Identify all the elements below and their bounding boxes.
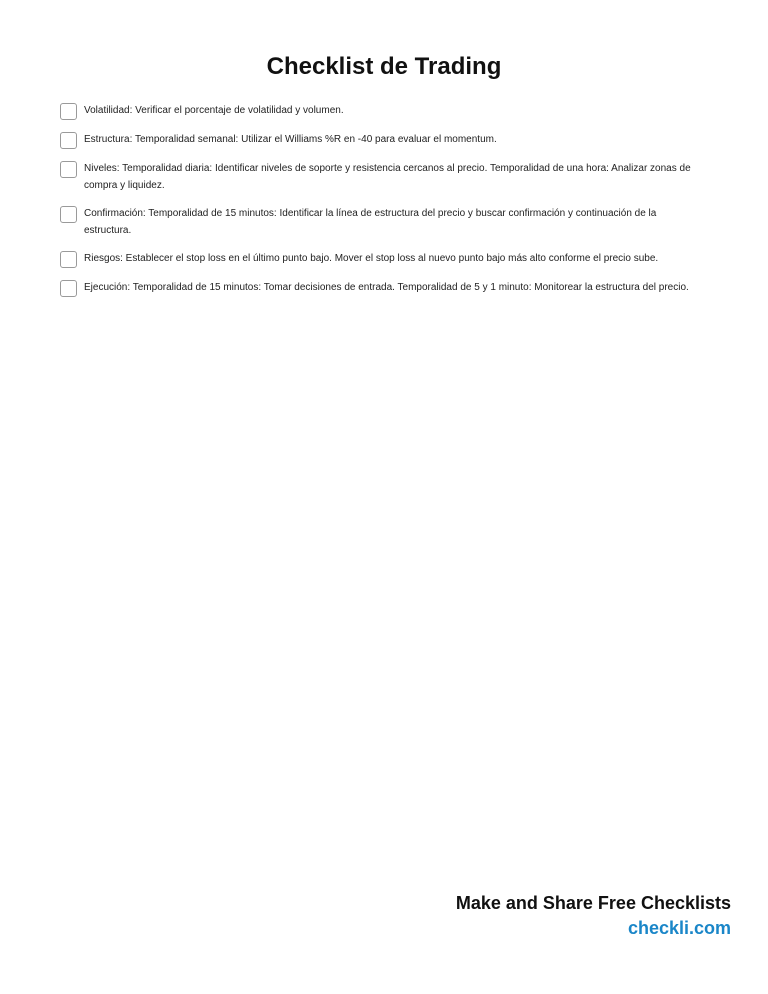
checkbox[interactable] [60, 161, 77, 178]
checkbox[interactable] [60, 206, 77, 223]
checklist-item-text: Riesgos: Establecer el stop loss en el último punto bajo. Mover el stop loss al nuevo punto bajo más alto conforme el precio sube. [84, 253, 659, 264]
checklist-item [60, 160, 700, 194]
checkbox[interactable] [60, 132, 77, 149]
checklist-item [60, 102, 700, 120]
checklist-item-text: Volatilidad: Verificar el porcentaje de volatilidad y volumen. [84, 105, 344, 116]
checkbox[interactable] [60, 280, 77, 297]
checkbox[interactable] [60, 251, 77, 268]
checklist-item [60, 279, 700, 297]
checklist-item-text: Confirmación: Temporalidad de 15 minutos: Identificar la línea de estructura del precio y buscar confirmación y continuación de la estructura. [84, 208, 657, 236]
checklist-item [60, 131, 700, 149]
footer-site-link[interactable]: checkli.com [627, 918, 731, 938]
page-title: Checklist de Trading [266, 53, 502, 80]
footer-tagline: Make and Share Free Checklists [455, 893, 731, 913]
checklist-item [60, 205, 700, 239]
checkbox[interactable] [60, 103, 77, 120]
checklist [60, 102, 700, 308]
footer [456, 893, 731, 939]
checklist-item-text: Estructura: Temporalidad semanal: Utilizar el Williams %R en -40 para evaluar el momentum. [84, 134, 497, 145]
checklist-item [60, 250, 700, 268]
checklist-item-text: Niveles: Temporalidad diaria: Identificar niveles de soporte y resistencia cercanos al precio. Temporalidad de una hora: Analizar zonas de compra y liquidez. [84, 163, 691, 191]
checklist-item-text: Ejecución: Temporalidad de 15 minutos: Tomar decisiones de entrada. Temporalidad de 5 y 1 minuto: Monitorear la estructura del precio. [84, 282, 689, 293]
